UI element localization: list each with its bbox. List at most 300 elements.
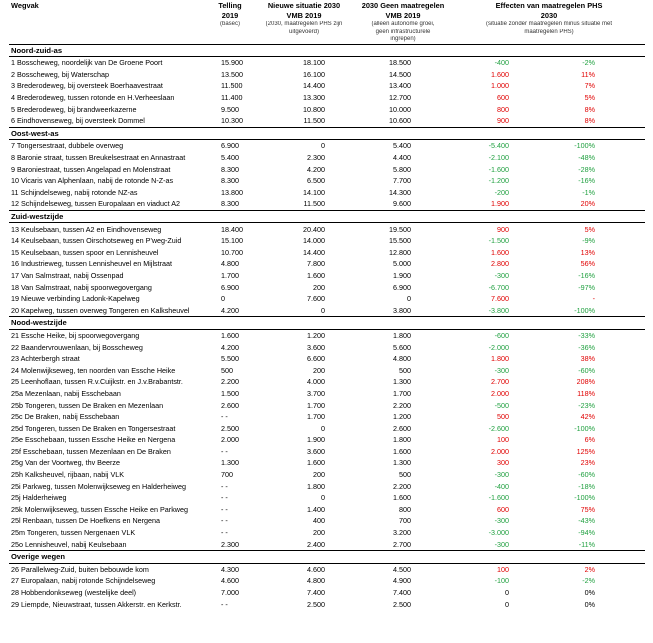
road-name-cell: 13 Keulsebaan, tussen A2 en Eindhovenseweg — [11, 224, 162, 234]
new-situation-cell: 18.100 — [303, 58, 325, 68]
no-measures-cell: 0 — [407, 294, 411, 304]
road-name-cell: 25i Parkweg, tussen Molenwijkseweg en Halderheiweg — [11, 481, 186, 491]
table-row — [9, 388, 645, 400]
new-situation-cell: 16.100 — [303, 69, 325, 79]
effect-diff-cell: -300 — [494, 516, 509, 526]
no-measures-cell: 5.600 — [393, 342, 411, 352]
road-name-cell: 25e Esschebaan, tussen Essche Heike en Nergena — [11, 435, 176, 445]
table-row — [9, 293, 645, 305]
count-2019-cell: 4.800 — [221, 259, 239, 269]
effect-percent-cell: 208% — [576, 377, 596, 387]
no-measures-cell: 1.600 — [393, 493, 411, 503]
effect-percent-cell: 0% — [584, 599, 596, 609]
no-measures-cell: 12.800 — [389, 247, 411, 257]
effect-percent-cell: 42% — [580, 412, 596, 422]
count-2019-cell: 2.300 — [221, 539, 239, 549]
count-2019-cell: - - — [221, 599, 228, 609]
table-header — [9, 1, 645, 44]
road-name-cell: 15 Keulsebaan, tussen spoor en Lennisheuvel — [11, 247, 159, 257]
new-situation-cell: 7.400 — [307, 588, 325, 597]
section-title: Noord-zuid-as — [9, 44, 645, 57]
effect-diff-cell: 900 — [497, 224, 509, 234]
effect-diff-cell: -500 — [494, 400, 509, 410]
effect-diff-cell: 300 — [497, 458, 509, 468]
effect-diff-cell: 1.600 — [491, 247, 509, 257]
new-situation-cell: 3.700 — [307, 388, 325, 398]
no-measures-cell: 13.400 — [389, 81, 411, 91]
no-measures-cell: 2.200 — [393, 481, 411, 491]
effect-diff-cell: 2.000 — [491, 446, 509, 456]
no-measures-cell: 2.200 — [393, 400, 411, 410]
new-situation-cell: 14.400 — [303, 81, 325, 91]
road-name-cell: 12 Schijndelseweg, tussen Europalaan en viaduct A2 — [11, 199, 181, 209]
section-title: Oost-west-as — [9, 127, 645, 140]
effect-diff-cell: -2.100 — [488, 153, 509, 163]
table-row — [9, 538, 645, 550]
road-name-cell: 2 Bosscheweg, bij Waterschap — [11, 69, 110, 79]
header-none-note-2: geen infrastructurele — [375, 28, 431, 35]
table-row — [9, 281, 645, 293]
effect-percent-cell: 7% — [584, 81, 596, 91]
section-header — [9, 210, 645, 223]
table-row — [9, 175, 645, 187]
new-situation-cell: 200 — [313, 282, 325, 292]
new-situation-cell: 6.500 — [307, 176, 325, 186]
section-title: Nood-westzijde — [9, 317, 645, 330]
road-name-cell: 25b Tongeren, tussen De Braken en Mezenlaan — [11, 400, 164, 410]
header-effect-year: 2030 — [540, 11, 558, 21]
no-measures-cell: 4.900 — [393, 576, 411, 586]
new-situation-cell: 13.300 — [303, 93, 325, 103]
effect-diff-cell: 500 — [497, 412, 509, 422]
new-situation-cell: 200 — [313, 470, 325, 480]
effect-diff-cell: 1.600 — [491, 69, 509, 79]
road-name-cell: 17 Van Salmstraat, nabij Ossenpad — [11, 270, 124, 280]
count-2019-cell: 1.500 — [221, 388, 239, 398]
new-situation-cell: 6.600 — [307, 354, 325, 364]
table-row — [9, 411, 645, 423]
road-name-cell: 8 Baronie straat, tussen Breukelsestraat en Annastraat — [11, 153, 186, 163]
no-measures-cell: 2.500 — [393, 599, 411, 609]
count-2019-cell: 1.300 — [221, 458, 239, 468]
road-name-cell: 25c De Braken, nabij Esschebaan — [11, 412, 120, 422]
no-measures-cell: 3.800 — [393, 305, 411, 315]
header-road: Wegvak — [11, 1, 39, 11]
new-situation-cell: 4.600 — [307, 564, 325, 574]
effect-percent-cell: 11% — [581, 69, 596, 79]
road-name-cell: 25k Molenwijkseweg, tussen Essche Heike en Parkweg — [11, 504, 188, 514]
traffic-effects-table — [9, 1, 645, 610]
new-situation-cell: 1.600 — [307, 270, 325, 280]
header-new-sub: VMB 2019 — [286, 11, 322, 21]
effect-diff-cell: 0 — [505, 588, 509, 597]
road-name-cell: 29 Liempde, Nieuwstraat, tussen Akkerstr. en Kerkstr. — [11, 599, 182, 609]
effect-diff-cell: -1.500 — [488, 236, 509, 246]
effect-percent-cell: -100% — [574, 423, 596, 433]
count-2019-cell: 11.500 — [221, 81, 243, 91]
new-situation-cell: 1.400 — [307, 504, 325, 514]
count-2019-cell: 2.600 — [221, 400, 239, 410]
effect-diff-cell: -2.000 — [488, 342, 509, 352]
new-situation-cell: 2.300 — [307, 153, 325, 163]
new-situation-cell: 0 — [321, 493, 325, 503]
count-2019-cell: 10.700 — [221, 247, 243, 257]
effect-diff-cell: 1.000 — [491, 81, 509, 91]
new-situation-cell: 200 — [313, 528, 325, 538]
no-measures-cell: 1.700 — [393, 388, 411, 398]
count-2019-cell: 6.900 — [221, 282, 239, 292]
header-none: 2030 Geen maatregelen — [361, 1, 445, 11]
count-2019-cell: 4.600 — [221, 576, 239, 586]
effect-percent-cell: 0% — [584, 588, 596, 597]
effect-diff-cell: -300 — [494, 470, 509, 480]
count-2019-cell: 15.100 — [221, 236, 243, 246]
table-body — [9, 44, 645, 610]
new-situation-cell: 3.600 — [307, 342, 325, 352]
table-row — [9, 376, 645, 388]
effect-percent-cell: -18% — [578, 481, 596, 491]
table-row — [9, 69, 645, 81]
effect-diff-cell: -400 — [494, 481, 509, 491]
table-row — [9, 399, 645, 411]
table-row — [9, 434, 645, 446]
header-count-note: (basec) — [219, 21, 240, 27]
effect-diff-cell: -6.700 — [488, 282, 509, 292]
no-measures-cell: 7.400 — [393, 588, 411, 597]
count-2019-cell: 7.000 — [221, 588, 239, 597]
effect-percent-cell: -100% — [574, 493, 596, 503]
count-2019-cell: 13.500 — [221, 69, 243, 79]
section-header — [9, 551, 645, 564]
count-2019-cell: - - — [221, 493, 228, 503]
header-none-sub: VMB 2019 — [385, 11, 421, 21]
new-situation-cell: 0 — [321, 423, 325, 433]
new-situation-cell: 2.400 — [307, 539, 325, 549]
section-title: Zuid-westzijde — [9, 210, 645, 223]
effect-diff-cell: 2.700 — [491, 377, 509, 387]
road-name-cell: 6 Eindhovenseweg, bij oversteek Dommel — [11, 116, 145, 126]
new-situation-cell: 1.900 — [307, 435, 325, 445]
count-2019-cell: 8.300 — [221, 176, 239, 186]
road-name-cell: 1 Bosscheweg, noordelijk van De Groene Poort — [11, 58, 163, 68]
effect-percent-cell: 125% — [576, 446, 596, 456]
count-2019-cell: 13.800 — [221, 187, 243, 197]
table-row — [9, 563, 645, 575]
count-2019-cell: 10.300 — [221, 116, 243, 126]
new-situation-cell: 11.500 — [303, 199, 325, 209]
effect-percent-cell: -2% — [582, 58, 596, 68]
effect-diff-cell: -2.600 — [488, 423, 509, 433]
no-measures-cell: 4.400 — [393, 153, 411, 163]
count-2019-cell: 8.300 — [221, 199, 239, 209]
effect-diff-cell: -3.000 — [488, 528, 509, 538]
count-2019-cell: 9.500 — [221, 104, 239, 114]
table-row — [9, 492, 645, 504]
road-name-cell: 11 Schijndelseweg, nabij rotonde NZ-as — [11, 187, 138, 197]
effect-percent-cell: 6% — [584, 435, 596, 445]
no-measures-cell: 1.900 — [393, 270, 411, 280]
new-situation-cell: 0 — [321, 141, 325, 151]
effect-percent-cell: 20% — [580, 199, 596, 209]
no-measures-cell: 4.800 — [393, 354, 411, 364]
new-situation-cell: 14.000 — [303, 236, 325, 246]
new-situation-cell: 20.400 — [303, 224, 325, 234]
no-measures-cell: 1.200 — [393, 412, 411, 422]
header-new: Nieuwe situatie 2030 — [267, 1, 341, 11]
table-row — [9, 163, 645, 175]
effect-diff-cell: -1.200 — [488, 176, 509, 186]
road-name-cell: 7 Tongersestraat, dubbele overweg — [11, 141, 124, 151]
table-row — [9, 115, 645, 127]
effect-percent-cell: -60% — [578, 470, 596, 480]
table-row — [9, 247, 645, 259]
table-row — [9, 57, 645, 69]
header-none-note-1: (alleen autonome groei, — [371, 21, 435, 27]
section-header — [9, 44, 645, 57]
new-situation-cell: 11.500 — [303, 116, 325, 126]
effect-diff-cell: -400 — [494, 58, 509, 68]
no-measures-cell: 5.400 — [393, 141, 411, 151]
no-measures-cell: 9.600 — [393, 199, 411, 209]
table-row — [9, 480, 645, 492]
road-name-cell: 5 Brederodeweg, bij brandweerkazerne — [11, 104, 137, 114]
effect-percent-cell: -94% — [578, 528, 596, 538]
count-2019-cell: 4.200 — [221, 305, 239, 315]
effect-diff-cell: -100 — [494, 576, 509, 586]
count-2019-cell: - - — [221, 446, 228, 456]
effect-diff-cell: -1.600 — [488, 164, 509, 174]
no-measures-cell: 14.500 — [389, 69, 411, 79]
count-2019-cell: 500 — [221, 365, 233, 375]
no-measures-cell: 14.300 — [389, 187, 411, 197]
no-measures-cell: 2.700 — [393, 539, 411, 549]
no-measures-cell: 7.700 — [393, 176, 411, 186]
road-name-cell: 4 Brederodeweg, tussen rotonde en H.Verheeslaan — [11, 93, 175, 103]
road-name-cell: 21 Essche Heike, bij spoorwegovergang — [11, 330, 140, 340]
header-effect-note-2: maatregelen PHS) — [524, 28, 574, 35]
effect-percent-cell: 2% — [584, 564, 596, 574]
effect-percent-cell: - — [592, 294, 596, 304]
count-2019-cell: - - — [221, 481, 228, 491]
effect-percent-cell: -16% — [578, 176, 596, 186]
effect-diff-cell: 2.800 — [491, 259, 509, 269]
effect-percent-cell: 118% — [577, 388, 596, 398]
effect-percent-cell: 8% — [584, 116, 596, 126]
header-new-note-1: (2030, maatregelen PHS zijn — [265, 21, 343, 27]
no-measures-cell: 15.500 — [389, 236, 411, 246]
count-2019-cell: 1.700 — [221, 270, 239, 280]
table-row — [9, 469, 645, 481]
new-situation-cell: 3.600 — [307, 446, 325, 456]
new-situation-cell: 200 — [313, 365, 325, 375]
table-row — [9, 575, 645, 587]
table-row — [9, 140, 645, 152]
road-name-cell: 25h Kalksheuvel, rijbaan, nabij VLK — [11, 470, 125, 480]
road-name-cell: 25a Mezenlaan, nabij Esschebaan — [11, 388, 121, 398]
no-measures-cell: 5.800 — [393, 164, 411, 174]
table-row — [9, 504, 645, 516]
count-2019-cell: 5.400 — [221, 153, 239, 163]
effect-diff-cell: -300 — [494, 539, 509, 549]
table-row — [9, 527, 645, 539]
new-situation-cell: 400 — [313, 516, 325, 526]
count-2019-cell: 18.400 — [221, 224, 243, 234]
count-2019-cell: 2.500 — [221, 423, 239, 433]
effect-percent-cell: -48% — [578, 153, 596, 163]
header-new-note-2: uitgevoerd) — [288, 28, 320, 35]
no-measures-cell: 12.700 — [389, 93, 411, 103]
traffic-effects-table-container — [9, 1, 645, 610]
table-row — [9, 305, 645, 317]
road-name-cell: 9 Baroniestraat, tussen Angelapad en Molenstraat — [11, 164, 171, 174]
section-header — [9, 317, 645, 330]
new-situation-cell: 7.600 — [307, 294, 325, 304]
effect-diff-cell: -1.600 — [488, 493, 509, 503]
table-row — [9, 152, 645, 164]
road-name-cell: 25l Renbaan, tussen De Hoefkens en Nergena — [11, 516, 161, 526]
count-2019-cell: 4.300 — [221, 564, 239, 574]
count-2019-cell: 2.200 — [221, 377, 239, 387]
table-row — [9, 235, 645, 247]
count-2019-cell: 700 — [221, 470, 233, 480]
table-row — [9, 598, 645, 610]
table-row — [9, 103, 645, 115]
count-2019-cell: 2.000 — [221, 435, 239, 445]
effect-percent-cell: 8% — [584, 104, 596, 114]
effect-percent-cell: 75% — [580, 504, 596, 514]
no-measures-cell: 1.800 — [393, 435, 411, 445]
section-title: Overige wegen — [9, 551, 645, 564]
effect-diff-cell: -300 — [494, 270, 509, 280]
new-situation-cell: 4.800 — [307, 576, 325, 586]
effect-percent-cell: -28% — [578, 164, 596, 174]
effect-percent-cell: -43% — [578, 516, 596, 526]
new-situation-cell: 1.700 — [307, 412, 325, 422]
road-name-cell: 25o Lennisheuvel, nabij Keulsebaan — [11, 539, 127, 549]
table-row — [9, 223, 645, 235]
road-name-cell: 3 Brederodeweg, bij oversteek Boerhaavestraat — [11, 81, 163, 91]
road-name-cell: 26 Parallelweg-Zuid, buiten bebouwde kom — [11, 564, 149, 574]
new-situation-cell: 1.700 — [307, 400, 325, 410]
effect-percent-cell: -11% — [578, 539, 596, 549]
road-name-cell: 20 Kapelweg, tussen overweg Tongeren en Kalksheuvel — [11, 305, 190, 315]
header-effect: Effecten van maatregelen PHS — [495, 1, 603, 11]
effect-percent-cell: 5% — [584, 93, 596, 103]
header-count: Telling — [218, 1, 242, 11]
table-row — [9, 329, 645, 341]
no-measures-cell: 800 — [399, 504, 411, 514]
no-measures-cell: 5.000 — [393, 259, 411, 269]
new-situation-cell: 14.400 — [303, 247, 325, 257]
count-2019-cell: 6.900 — [221, 141, 239, 151]
new-situation-cell: 10.800 — [303, 104, 325, 114]
no-measures-cell: 3.200 — [393, 528, 411, 538]
effect-percent-cell: -9% — [582, 236, 596, 246]
effect-percent-cell: -100% — [574, 141, 596, 151]
no-measures-cell: 2.600 — [393, 423, 411, 433]
effect-diff-cell: 1.800 — [491, 354, 509, 364]
effect-diff-cell: 7.600 — [491, 294, 509, 304]
new-situation-cell: 7.800 — [307, 259, 325, 269]
count-2019-cell: 5.500 — [221, 354, 239, 364]
road-name-cell: 27 Europalaan, nabij rotonde Schijndelseweg — [11, 576, 156, 586]
no-measures-cell: 1.600 — [393, 446, 411, 456]
count-2019-cell: - - — [221, 528, 228, 538]
effect-percent-cell: -100% — [574, 305, 596, 315]
road-name-cell: 22 Baandervrouwenlaan, bij Bosscheweg — [11, 342, 143, 352]
effect-percent-cell: 56% — [580, 259, 596, 269]
no-measures-cell: 1.300 — [393, 458, 411, 468]
road-name-cell: 25d Tongeren, tussen De Braken en Tongersestraat — [11, 423, 176, 433]
effect-percent-cell: -36% — [578, 342, 596, 352]
table-row — [9, 341, 645, 353]
road-name-cell: 25 Leenhoflaan, tussen R.v.Cuijkstr. en J.v.Brabantstr. — [11, 377, 183, 387]
no-measures-cell: 500 — [399, 470, 411, 480]
no-measures-cell: 1.300 — [393, 377, 411, 387]
new-situation-cell: 0 — [321, 305, 325, 315]
new-situation-cell: 14.100 — [303, 187, 325, 197]
effect-percent-cell: -2% — [582, 576, 596, 586]
new-situation-cell: 2.500 — [307, 599, 325, 609]
table-row — [9, 80, 645, 92]
effect-diff-cell: 900 — [497, 116, 509, 126]
no-measures-cell: 1.800 — [393, 330, 411, 340]
count-2019-cell: 8.300 — [221, 164, 239, 174]
effect-diff-cell: 600 — [497, 504, 509, 514]
effect-percent-cell: -60% — [578, 365, 596, 375]
effect-diff-cell: -600 — [494, 330, 509, 340]
table-row — [9, 587, 645, 599]
effect-percent-cell: 38% — [580, 354, 596, 364]
no-measures-cell: 18.500 — [389, 58, 411, 68]
effect-percent-cell: -33% — [578, 330, 596, 340]
table-row — [9, 270, 645, 282]
effect-percent-cell: -1% — [582, 187, 596, 197]
effect-percent-cell: -97% — [578, 282, 596, 292]
table-row — [9, 446, 645, 458]
table-row — [9, 92, 645, 104]
road-name-cell: 14 Keulsebaan, tussen Oirschotseweg en P'weg-Zuid — [11, 236, 182, 246]
count-2019-cell: 0 — [221, 294, 225, 304]
road-name-cell: 25g Van der Voortweg, thv Beerze — [11, 458, 120, 468]
no-measures-cell: 700 — [399, 516, 411, 526]
road-name-cell: 25f Esschebaan, tussen Mezenlaan en De Braken — [11, 446, 171, 456]
effect-percent-cell: -16% — [578, 270, 596, 280]
table-row — [9, 353, 645, 365]
effect-diff-cell: 600 — [497, 93, 509, 103]
effect-diff-cell: 1.900 — [491, 199, 509, 209]
road-name-cell: 24 Molenwijkseweg, ten noorden van Essche Heike — [11, 365, 176, 375]
count-2019-cell: - - — [221, 412, 228, 422]
effect-percent-cell: 13% — [580, 247, 596, 257]
effect-diff-cell: 100 — [497, 564, 509, 574]
count-2019-cell: 11.400 — [221, 93, 243, 103]
count-2019-cell: 15.900 — [221, 58, 243, 68]
count-2019-cell: - - — [221, 504, 228, 514]
effect-percent-cell: 5% — [584, 224, 596, 234]
count-2019-cell: 4.200 — [221, 342, 239, 352]
effect-diff-cell: -300 — [494, 365, 509, 375]
new-situation-cell: 4.000 — [307, 377, 325, 387]
count-2019-cell: 1.600 — [221, 330, 239, 340]
road-name-cell: 10 Vicaris van Alphenlaan, nabij de rotonde N-Z-as — [11, 176, 174, 186]
road-name-cell: 16 Industrieweg, tussen Lennisheuvel en Mijlstraat — [11, 259, 173, 269]
new-situation-cell: 4.200 — [307, 164, 325, 174]
effect-percent-cell: -23% — [578, 400, 596, 410]
road-name-cell: 18 Van Salmstraat, nabij spoorwegovergang — [11, 282, 152, 292]
no-measures-cell: 10.600 — [389, 116, 411, 126]
new-situation-cell: 1.200 — [307, 330, 325, 340]
